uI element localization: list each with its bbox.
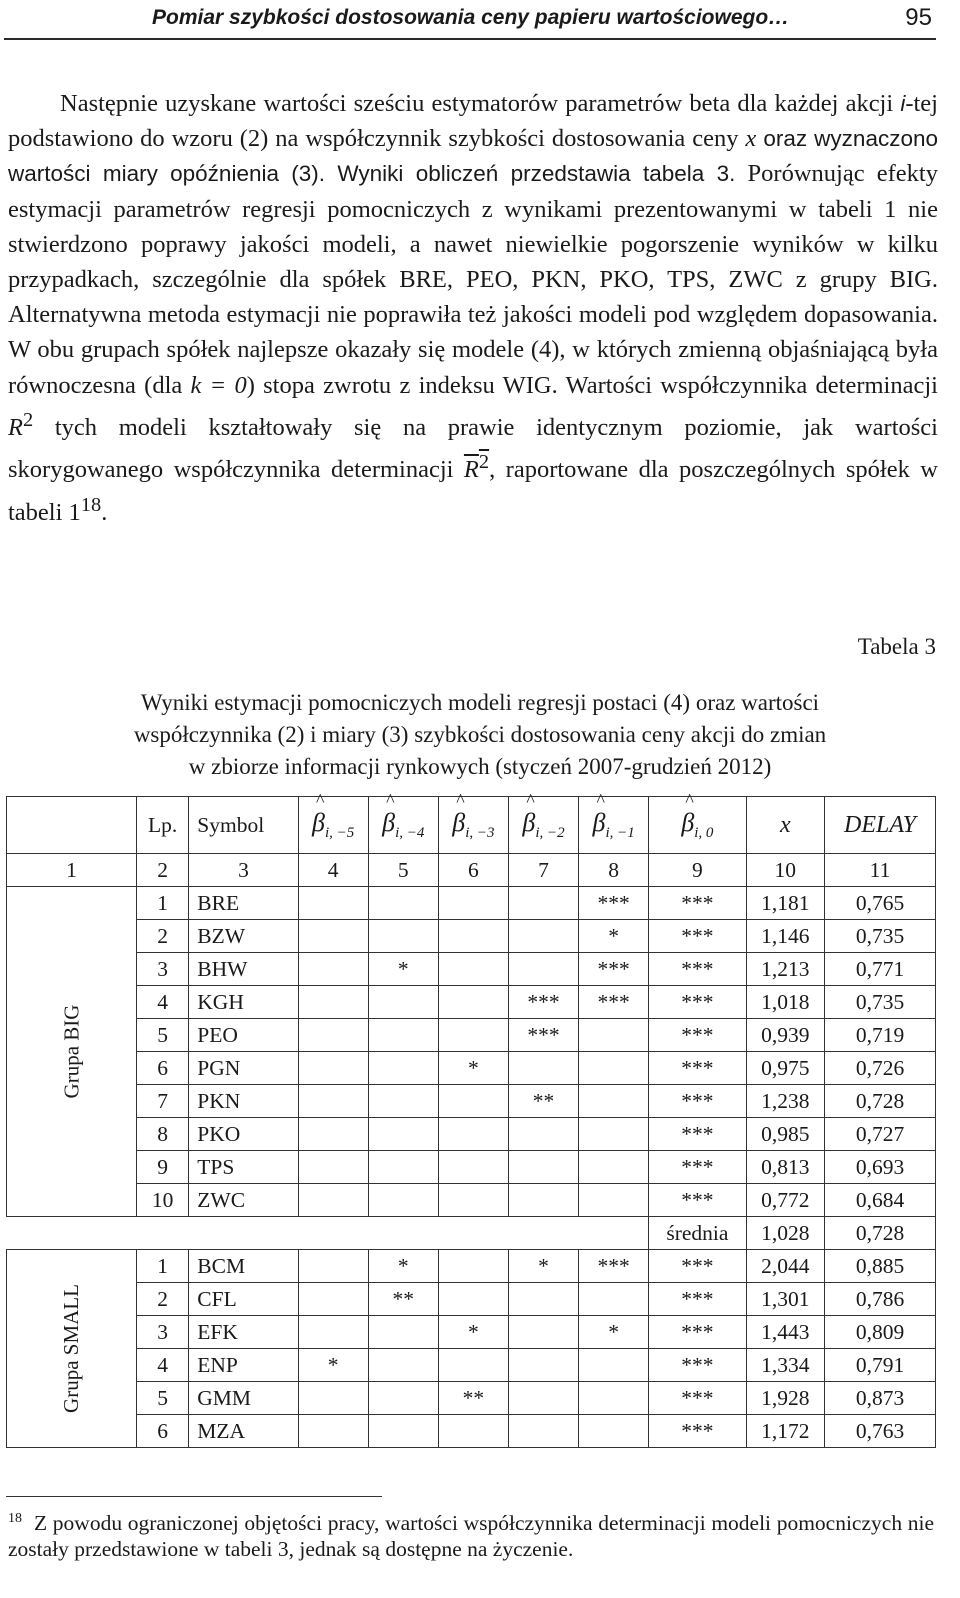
mean-row <box>7 1217 936 1250</box>
table-row <box>7 1085 936 1118</box>
table-cell: * <box>508 1250 578 1283</box>
footnote <box>8 1506 934 1562</box>
table-cell <box>579 1349 649 1382</box>
table-row <box>7 1283 936 1316</box>
table-cell: GMM <box>189 1382 298 1415</box>
table-cell: *** <box>649 986 746 1019</box>
table-cell: 2 <box>136 920 188 953</box>
table-cell <box>368 986 438 1019</box>
table-cell <box>579 1382 649 1415</box>
table-cell <box>298 1085 368 1118</box>
table-cell: BHW <box>189 953 298 986</box>
table-cell <box>438 1085 508 1118</box>
table-cell: EFK <box>189 1316 298 1349</box>
table-cell: ** <box>508 1085 578 1118</box>
table-cell: PGN <box>189 1052 298 1085</box>
table-cell: PKN <box>189 1085 298 1118</box>
table-cell <box>368 887 438 920</box>
table-cell <box>508 953 578 986</box>
mean-x: 1,028 <box>746 1217 825 1250</box>
table-row <box>7 953 936 986</box>
table-cell: *** <box>649 1283 746 1316</box>
table-cell: 0,727 <box>825 1118 936 1151</box>
footnote-divider <box>6 1496 382 1497</box>
table-cell: 7 <box>136 1085 188 1118</box>
table-cell: 0,771 <box>825 953 936 986</box>
table-cell <box>298 1316 368 1349</box>
table-cell: TPS <box>189 1151 298 1184</box>
table-cell: MZA <box>189 1415 298 1448</box>
table-row <box>7 1250 936 1283</box>
table-row <box>7 1316 936 1349</box>
table-cell: 6 <box>136 1415 188 1448</box>
table-cell <box>508 1349 578 1382</box>
table-cell <box>438 986 508 1019</box>
table-cell: 0,786 <box>825 1283 936 1316</box>
table-cell: * <box>298 1349 368 1382</box>
table-cell: 2 <box>136 1283 188 1316</box>
table-cell: *** <box>649 1316 746 1349</box>
table-cell <box>368 920 438 953</box>
table-row <box>7 1019 936 1052</box>
table-cell: 0,726 <box>825 1052 936 1085</box>
table-cell <box>438 1349 508 1382</box>
table-cell: PEO <box>189 1019 298 1052</box>
table-cell: 1,146 <box>746 920 825 953</box>
table-header-row: Lp. Symbol ^ $\beta_{i, -5}$ ^ $\beta_{i, -4}$ ^ $\beta_{i, -3}$ ^ $\beta_{i, -2}$ ^ $\beta_{i, -1}$ ^ $\beta_{i, 0}$ x DELAY <box>7 797 936 854</box>
table-cell <box>368 1415 438 1448</box>
table-cell <box>508 887 578 920</box>
table-cell: *** <box>649 1019 746 1052</box>
table-cell: 4 <box>136 986 188 1019</box>
footnote-ref: 18 <box>80 493 102 516</box>
table-cell <box>298 953 368 986</box>
table-cell <box>508 1382 578 1415</box>
table-cell: BRE <box>189 887 298 920</box>
table-cell <box>368 1382 438 1415</box>
table-cell: 0,728 <box>825 1085 936 1118</box>
table-cell <box>368 1118 438 1151</box>
results-table <box>6 796 936 1448</box>
table-cell <box>438 1151 508 1184</box>
table-cell: *** <box>649 1184 746 1217</box>
table-cell: 0,975 <box>746 1052 825 1085</box>
table-cell: BZW <box>189 920 298 953</box>
table-cell <box>298 1250 368 1283</box>
table-cell <box>438 1415 508 1448</box>
column-number-row: 1 2 3 4 5 6 7 8 9 10 11 <box>7 854 936 887</box>
table-cell <box>438 1184 508 1217</box>
table-label: Tabela 3 <box>857 634 936 659</box>
table-cell <box>298 1151 368 1184</box>
table-cell: *** <box>649 1118 746 1151</box>
table-cell: *** <box>649 920 746 953</box>
table-cell: *** <box>649 1349 746 1382</box>
group-label: Grupa SMALL <box>7 1250 137 1448</box>
table-cell: *** <box>579 953 649 986</box>
table-row <box>7 1184 936 1217</box>
table-cell: 0,985 <box>746 1118 825 1151</box>
table-cell <box>438 1283 508 1316</box>
table-cell: 0,684 <box>825 1184 936 1217</box>
table-cell: *** <box>649 1085 746 1118</box>
table-cell <box>298 1283 368 1316</box>
table-row <box>7 1382 936 1415</box>
table-cell <box>298 1019 368 1052</box>
table-cell: ** <box>368 1283 438 1316</box>
table-cell: * <box>579 1316 649 1349</box>
table-cell: 1,213 <box>746 953 825 986</box>
table-cell <box>438 1019 508 1052</box>
table-cell: *** <box>579 986 649 1019</box>
table-cell: *** <box>649 887 746 920</box>
table-cell <box>508 1415 578 1448</box>
table-row <box>7 986 936 1019</box>
table-cell: 5 <box>136 1019 188 1052</box>
table-cell <box>368 1316 438 1349</box>
table-row <box>7 1118 936 1151</box>
table-cell: * <box>368 953 438 986</box>
table-cell: 9 <box>136 1151 188 1184</box>
table-cell <box>368 1052 438 1085</box>
table-cell <box>508 1283 578 1316</box>
table-cell <box>298 1184 368 1217</box>
page-number: 95 <box>905 4 932 31</box>
table-cell: * <box>579 920 649 953</box>
table-cell: 0,873 <box>825 1382 936 1415</box>
table-cell: 1 <box>136 887 188 920</box>
table-cell: 10 <box>136 1184 188 1217</box>
table-cell <box>438 1118 508 1151</box>
table-cell <box>438 953 508 986</box>
table-cell <box>508 920 578 953</box>
mean-delay: 0,728 <box>825 1217 936 1250</box>
table-cell <box>579 1118 649 1151</box>
table-cell <box>438 1250 508 1283</box>
table-row <box>7 887 936 920</box>
table-cell <box>368 1349 438 1382</box>
table-cell <box>579 1184 649 1217</box>
table-cell <box>508 1118 578 1151</box>
table-row <box>7 920 936 953</box>
table-cell: 1,172 <box>746 1415 825 1448</box>
table-cell: 1,238 <box>746 1085 825 1118</box>
table-cell: *** <box>579 1250 649 1283</box>
table-row <box>7 1415 936 1448</box>
table-cell: 0,719 <box>825 1019 936 1052</box>
table-cell: 0,772 <box>746 1184 825 1217</box>
table-cell: 0,813 <box>746 1151 825 1184</box>
running-header <box>4 0 936 40</box>
table-cell <box>298 1052 368 1085</box>
table-cell <box>438 887 508 920</box>
table-cell: *** <box>649 1151 746 1184</box>
running-title: Pomiar szybkości dostosowania ceny papieru wartościowego… <box>152 6 790 29</box>
table-cell <box>298 986 368 1019</box>
table-cell: 0,885 <box>825 1250 936 1283</box>
table-cell: PKO <box>189 1118 298 1151</box>
table-cell: BCM <box>189 1250 298 1283</box>
table-cell: ENP <box>189 1349 298 1382</box>
table-cell: *** <box>649 1052 746 1085</box>
table-cell <box>438 920 508 953</box>
table-cell: 1,018 <box>746 986 825 1019</box>
table-cell: *** <box>649 1250 746 1283</box>
table-cell: *** <box>649 1382 746 1415</box>
table-cell: 0,693 <box>825 1151 936 1184</box>
table-cell <box>579 1085 649 1118</box>
table-cell: *** <box>649 953 746 986</box>
table-cell <box>579 1019 649 1052</box>
table-caption: Wyniki estymacji pomocniczych modeli regresji postaci (4) oraz wartości współczynnika (2) i miary (3) szybkości dostosowania ceny akcji do zmian w zbiorze informacji rynkowych (styczeń 2007-grudzień 2012) <box>133 690 827 779</box>
table-cell: ** <box>438 1382 508 1415</box>
table-cell: 0,735 <box>825 986 936 1019</box>
table-cell: 1,443 <box>746 1316 825 1349</box>
group-label: Grupa BIG <box>7 887 137 1217</box>
table-row <box>7 1151 936 1184</box>
table-row <box>7 1052 936 1085</box>
table-cell <box>298 1415 368 1448</box>
table-cell <box>298 1382 368 1415</box>
table-cell: *** <box>579 887 649 920</box>
footnote-text: Z powodu ograniczonej objętości pracy, wartości współczynnika determinacji modeli pomocniczych nie zostały przedstawione w tabeli 3, jednak są dostępne na życzenie. <box>8 1511 934 1562</box>
table-cell: KGH <box>189 986 298 1019</box>
footnote-number: 18 <box>8 1511 22 1526</box>
table-cell: 8 <box>136 1118 188 1151</box>
table-cell: 1,334 <box>746 1349 825 1382</box>
table-cell: 0,765 <box>825 887 936 920</box>
table-cell: * <box>438 1052 508 1085</box>
table-cell: CFL <box>189 1283 298 1316</box>
table-cell: 3 <box>136 1316 188 1349</box>
table-cell <box>508 1052 578 1085</box>
table-cell <box>298 920 368 953</box>
table-cell <box>579 1052 649 1085</box>
table-cell: *** <box>508 986 578 1019</box>
table-cell <box>508 1316 578 1349</box>
table-cell: 0,763 <box>825 1415 936 1448</box>
table-cell: 6 <box>136 1052 188 1085</box>
table-cell: * <box>368 1250 438 1283</box>
table-cell <box>368 1019 438 1052</box>
table-cell: 1 <box>136 1250 188 1283</box>
table-cell: 1,928 <box>746 1382 825 1415</box>
table-cell: 0,735 <box>825 920 936 953</box>
table-cell <box>368 1184 438 1217</box>
table-cell <box>368 1151 438 1184</box>
table-cell <box>368 1085 438 1118</box>
table-cell: 5 <box>136 1382 188 1415</box>
table-cell <box>579 1283 649 1316</box>
table-cell <box>298 1118 368 1151</box>
body-paragraph: Następnie uzyskane wartości sześciu estymatorów parametrów beta dla każdej akcji i-tej podstawiono do wzoru (2) na współczynnik szybkości dostosowania ceny x oraz wyznaczono wartości miary opóźnienia (3). Wyniki obliczeń przedstawia tabela 3. Porównując efekty estymacji parametrów regresji pomocniczych z wynikami prezentowanymi w tabeli 1 nie stwierdzono poprawy jakości modeli, a nawet niewielkie pogorszenie wyników w kilku przypadkach, szczególnie dla spółek BRE, PEO, PKN, PKO, TPS, ZWC z grupy BIG. Alternatywna metoda estymacji nie poprawiła też jakości modeli pod względem dopasowania. W obu grupach spółek najlepsze okazały się modele (4), w których zmienną objaśniającą była równoczesna (dla k = 0) stopa zwrotu z indeksu WIG. Wartości współczynnika determinacji $R^2$ tych modeli kształtowały się na prawie identycznym poziomie, jak wartości skorygowanego współczynnika determinacji $R^2$, raportowane dla poszczególnych spółek w tabeli $1^{18}$. <box>8 90 938 526</box>
table-cell: *** <box>649 1415 746 1448</box>
table-cell: * <box>438 1316 508 1349</box>
table-cell: ZWC <box>189 1184 298 1217</box>
table-cell <box>579 1151 649 1184</box>
table-cell <box>298 887 368 920</box>
table-cell <box>508 1151 578 1184</box>
table-row <box>7 1349 936 1382</box>
table-cell: 0,809 <box>825 1316 936 1349</box>
table-cell: 4 <box>136 1349 188 1382</box>
table-cell: 3 <box>136 953 188 986</box>
mean-label: średnia <box>649 1217 746 1250</box>
table-cell: 1,301 <box>746 1283 825 1316</box>
table-cell: 0,791 <box>825 1349 936 1382</box>
table-cell: 1,181 <box>746 887 825 920</box>
table-cell: 0,939 <box>746 1019 825 1052</box>
table-cell <box>579 1415 649 1448</box>
table-cell: *** <box>508 1019 578 1052</box>
table-cell: 2,044 <box>746 1250 825 1283</box>
table-cell <box>508 1184 578 1217</box>
